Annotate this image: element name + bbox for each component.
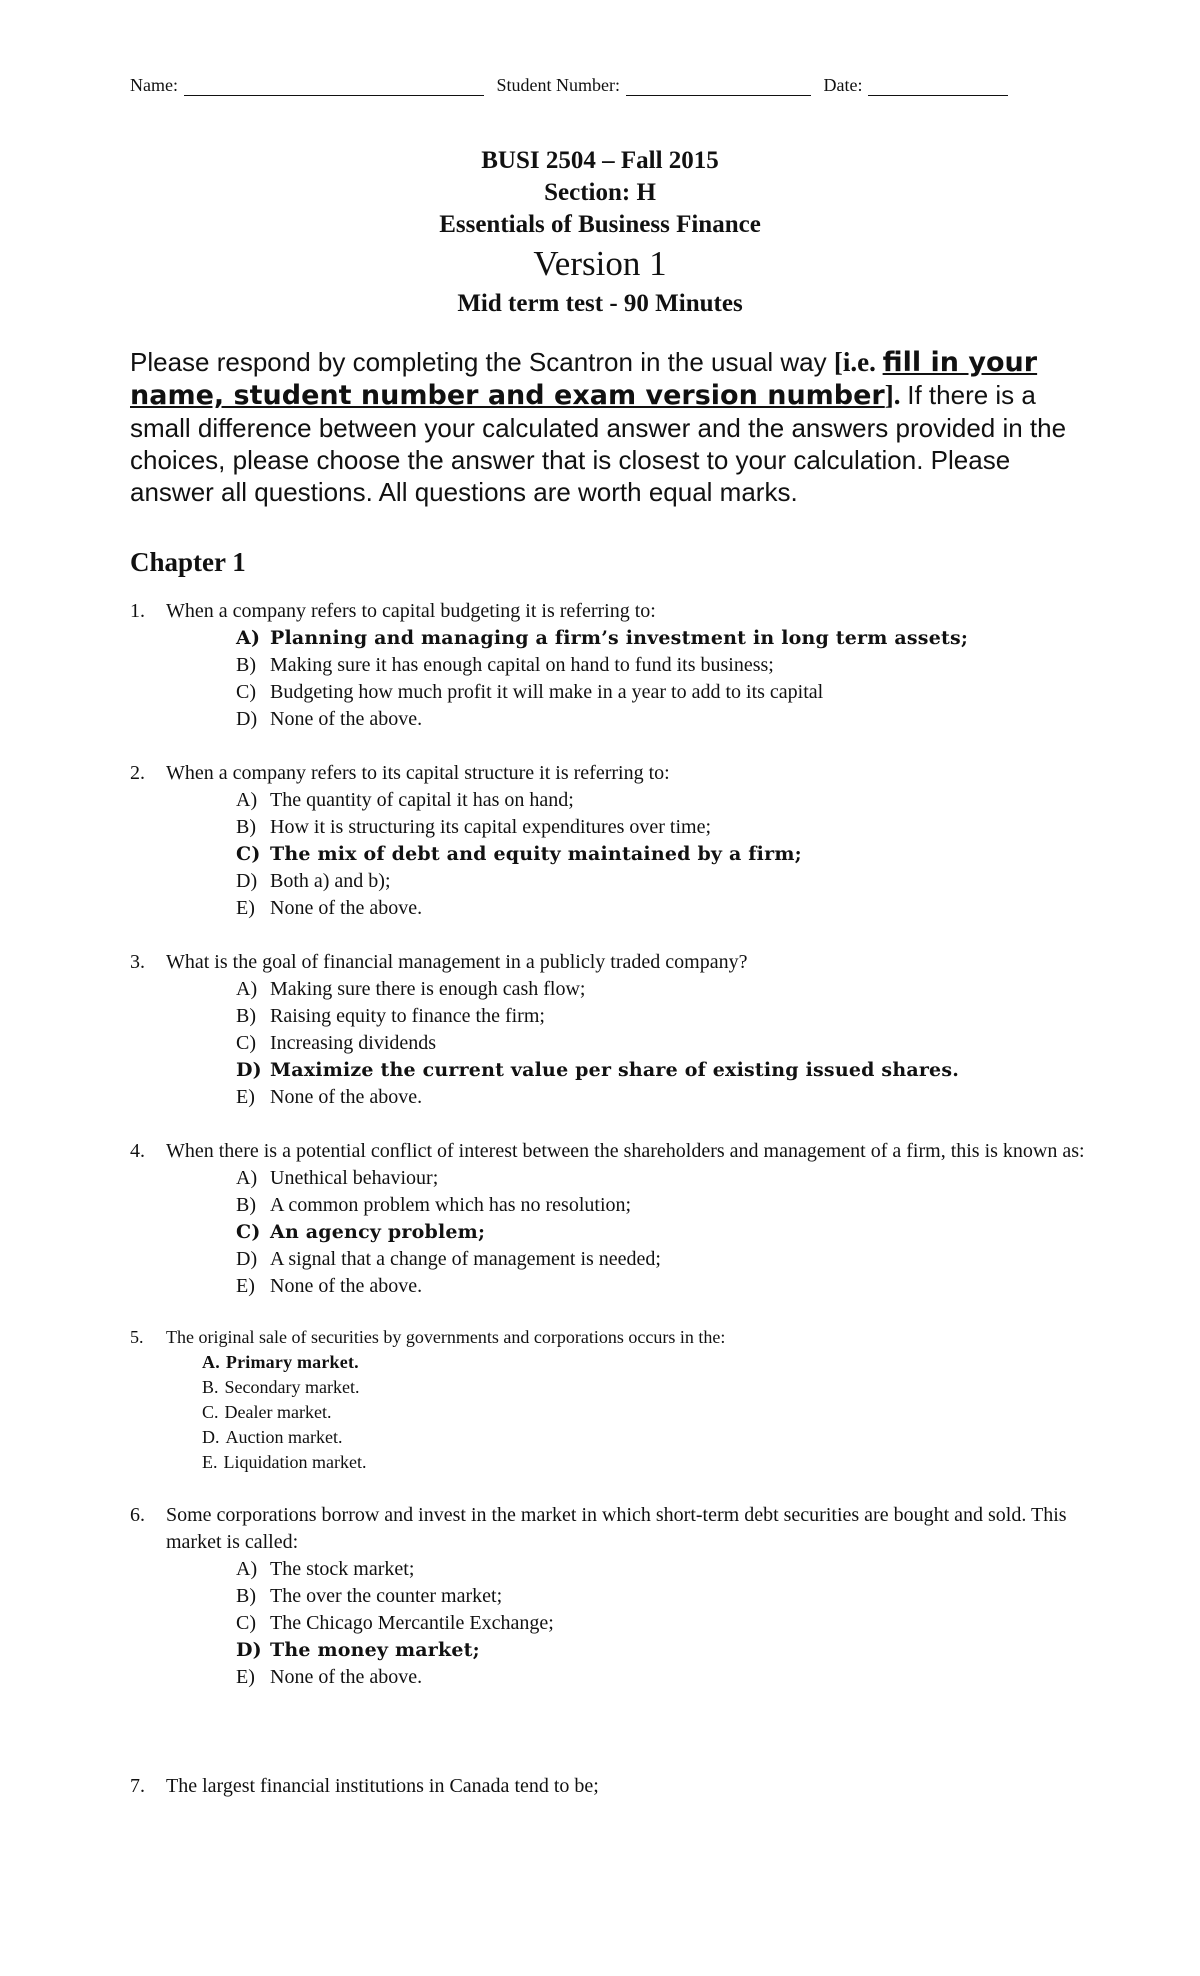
- answer-option: C) An agency problem;: [236, 1221, 486, 1243]
- answer-option: A) Making sure there is enough cash flow;: [236, 978, 586, 1000]
- answer-option: A. Primary market.: [202, 1352, 359, 1372]
- answer-option: B) Raising equity to finance the firm;: [236, 1005, 545, 1027]
- instructions-part1: Please respond by completing the Scantron in the usual way: [130, 347, 834, 377]
- question-text: What is the goal of financial management in a publicly traded company?: [166, 951, 748, 973]
- question-number: 7.: [130, 1775, 145, 1797]
- chapter-heading: Chapter 1: [130, 547, 246, 577]
- answer-option: B) The over the counter market;: [236, 1585, 503, 1607]
- answer-option: A) Planning and managing a firm’s investment in long term assets;: [236, 627, 969, 649]
- question-number: 1.: [130, 600, 145, 622]
- student-number-blank: [626, 77, 811, 96]
- answer-option: D) None of the above.: [236, 708, 423, 730]
- question-number: 2.: [130, 762, 145, 784]
- question-text: Some corporations borrow and invest in the market in which short-term debt securities are bought and sold. This market is called:: [166, 1504, 1067, 1553]
- question-1: [130, 598, 1090, 733]
- answer-option: C) Budgeting how much profit it will make in a year to add to its capital: [236, 681, 824, 703]
- question-4: [130, 1138, 1090, 1300]
- answer-option: C. Dealer market.: [202, 1402, 332, 1422]
- instructions-part5: If there is a small difference between your calculated answer and the answers provided in the choices, please choose the answer that is closest to your calculation. Please answer all questions. All questions are worth equal marks.: [130, 380, 1067, 507]
- question-2: [130, 760, 1090, 922]
- answer-option: B) Making sure it has enough capital on hand to fund its business;: [236, 654, 774, 676]
- answer-option: E) None of the above.: [236, 1275, 423, 1297]
- question-text: The original sale of securities by governments and corporations occurs in the:: [166, 1327, 726, 1347]
- question-text: When a company refers to its capital structure it is referring to:: [166, 762, 670, 784]
- answer-option: A) Unethical behaviour;: [236, 1167, 439, 1189]
- question-5: [130, 1325, 1090, 1475]
- answer-option: C) Increasing dividends: [236, 1032, 437, 1054]
- section-title: Section: H: [544, 179, 656, 206]
- instructions-part3: fill in your name, student number and exam version number: [130, 347, 1038, 411]
- answer-option: B) A common problem which has no resolution;: [236, 1194, 632, 1216]
- question-number: 6.: [130, 1504, 145, 1526]
- answer-option: E) None of the above.: [236, 897, 423, 919]
- instructions-part2: [i.e.: [833, 347, 883, 377]
- answer-option: C) The Chicago Mercantile Exchange;: [236, 1612, 554, 1634]
- answer-option: D) A signal that a change of management is needed;: [236, 1248, 661, 1270]
- answer-option: D) Maximize the current value per share of existing issued shares.: [236, 1059, 960, 1081]
- question-number: 5.: [130, 1327, 144, 1347]
- question-text: When there is a potential conflict of interest between the shareholders and management of a firm, this is known as:: [166, 1140, 1085, 1162]
- answer-option: C) The mix of debt and equity maintained by a firm;: [236, 843, 802, 865]
- question-text: The largest financial institutions in Canada tend to be;: [166, 1775, 599, 1797]
- answer-option: D) Both a) and b);: [236, 870, 391, 892]
- question-7: [130, 1773, 1090, 1800]
- answer-option: A) The quantity of capital it has on hand;: [236, 789, 574, 811]
- answer-option: D) The money market;: [236, 1639, 480, 1661]
- question-list: [130, 598, 1090, 1800]
- answer-option: E) None of the above.: [236, 1666, 423, 1688]
- answer-option: B) How it is structuring its capital expenditures over time;: [236, 816, 712, 838]
- title-block: [0, 145, 1200, 321]
- question-6: [130, 1502, 1090, 1691]
- date-label: Date:: [823, 75, 863, 95]
- answer-option: E) None of the above.: [236, 1086, 423, 1108]
- answer-option: B. Secondary market.: [202, 1377, 360, 1397]
- question-number: 4.: [130, 1140, 145, 1162]
- name-label: Name:: [130, 75, 178, 95]
- student-number-label: Student Number:: [496, 75, 620, 95]
- date-blank: [868, 77, 1008, 96]
- instructions: [130, 346, 1070, 508]
- name-blank: [184, 77, 484, 96]
- question-number: 3.: [130, 951, 145, 973]
- answer-option: E. Liquidation market.: [202, 1452, 367, 1472]
- version-title: Version 1: [533, 244, 667, 283]
- test-title: Mid term test - 90 Minutes: [457, 290, 743, 317]
- course-title: BUSI 2504 – Fall 2015: [481, 147, 719, 174]
- header-fields: [130, 74, 1070, 96]
- answer-option: D. Auction market.: [202, 1427, 343, 1447]
- question-3: [130, 949, 1090, 1111]
- answer-option: A) The stock market;: [236, 1558, 415, 1580]
- instructions-part4: ].: [884, 380, 908, 410]
- question-text: When a company refers to capital budgeting it is referring to:: [166, 600, 656, 622]
- subject-title: Essentials of Business Finance: [439, 211, 761, 238]
